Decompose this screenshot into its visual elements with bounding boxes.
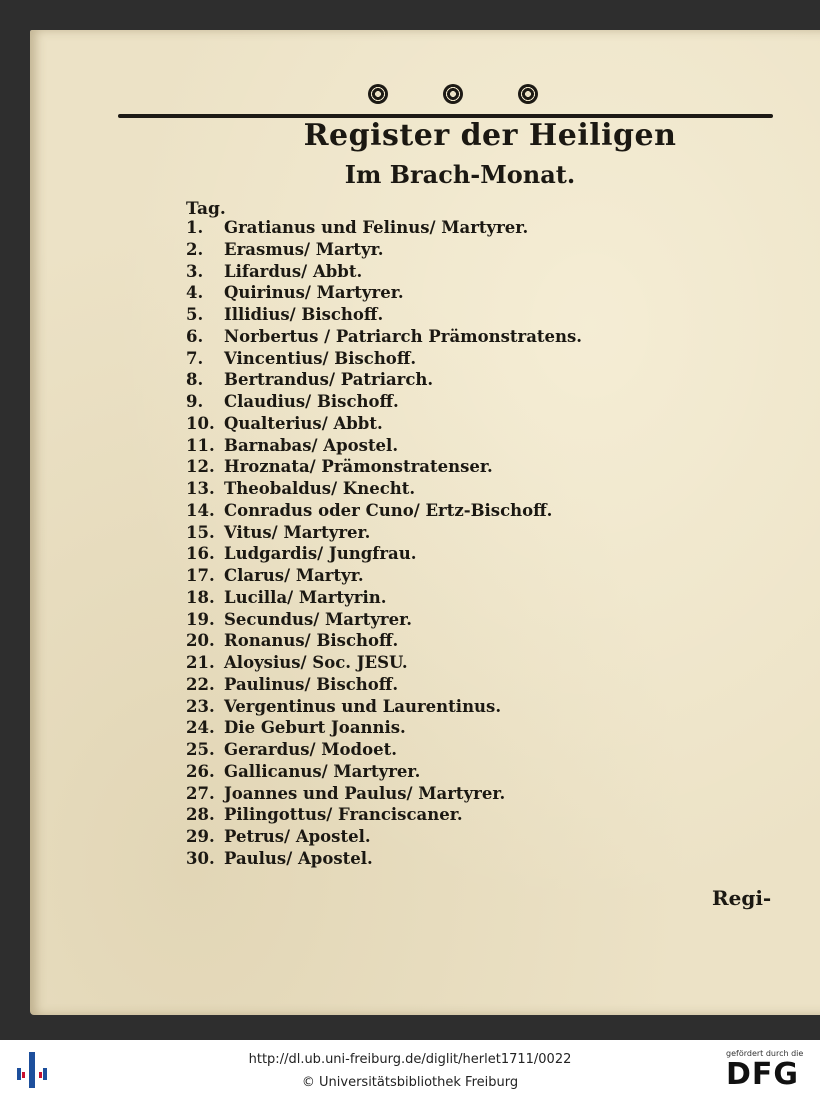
saint-entry <box>186 326 606 348</box>
saint-entry <box>186 369 606 391</box>
permalink-url[interactable]: http://dl.ub.uni-freiburg.de/diglit/herlet1711/0022 <box>248 1052 572 1067</box>
saint-day-number: 20. <box>186 631 215 651</box>
saint-entry <box>186 696 606 718</box>
saint-day-number: 28. <box>186 805 215 825</box>
saint-entry <box>186 565 606 587</box>
saint-entry <box>186 674 606 696</box>
copyright-text: © Universitätsbibliothek Freiburg <box>301 1075 519 1090</box>
saint-name: Vergentinus und Laurentinus. <box>224 696 502 716</box>
saint-day-number: 11. <box>186 435 215 455</box>
page-subtitle: Im Brach-Monat. <box>344 160 576 189</box>
saint-entry <box>186 282 606 304</box>
saint-day-number: 21. <box>186 653 215 672</box>
saint-name: Ludgardis/ Jungfrau. <box>224 544 417 564</box>
saint-entry <box>186 804 606 826</box>
saint-name: Ronanus/ Bischoff. <box>224 631 399 651</box>
saint-day-number: 1. <box>186 218 204 237</box>
saint-day-number: 5. <box>186 305 204 324</box>
rosette-ornament-icon <box>518 84 538 104</box>
saint-entry <box>186 630 606 652</box>
saint-day-number: 10. <box>186 413 215 433</box>
saint-name: Gerardus/ Modoet. <box>224 740 397 759</box>
saint-entry <box>186 435 606 457</box>
saint-entry <box>186 543 606 565</box>
saint-day-number: 24. <box>186 718 215 738</box>
saint-entry <box>186 261 606 283</box>
saint-entry <box>186 783 606 805</box>
saint-name: Paulinus/ Bischoff. <box>224 674 399 694</box>
saint-name: Vitus/ Martyrer. <box>224 522 371 542</box>
saint-name: Aloysius/ Soc. JESU. <box>224 653 408 672</box>
saint-entry <box>186 522 606 544</box>
page-title: Register der Heiligen <box>303 118 677 153</box>
saint-entry <box>186 348 606 370</box>
saint-day-number: 14. <box>186 500 215 520</box>
saint-name: Gratianus und Felinus/ Martyrer. <box>224 218 529 237</box>
saint-day-number: 12. <box>186 457 215 477</box>
saint-day-number: 6. <box>186 326 204 346</box>
saint-name: Lifardus/ Abbt. <box>224 261 363 281</box>
saint-day-number: 16. <box>186 544 215 564</box>
saint-name: Pilingottus/ Franciscaner. <box>224 805 463 825</box>
saint-entry <box>186 761 606 783</box>
dfg-logo: DFG <box>726 1057 800 1092</box>
saint-name: Norbertus / Patriarch Prämonstratens. <box>224 326 583 346</box>
saint-entry <box>186 391 606 413</box>
saint-entry <box>186 717 606 739</box>
saint-entry <box>186 217 606 239</box>
saint-name: Conradus oder Cuno/ Ertz-Bischoff. <box>224 500 553 520</box>
saint-day-number: 19. <box>186 609 215 629</box>
saint-name: Quirinus/ Martyrer. <box>224 283 404 303</box>
saint-entry <box>186 304 606 326</box>
saint-name: Qualterius/ Abbt. <box>224 413 383 433</box>
saint-day-number: 27. <box>186 783 215 803</box>
saint-day-number: 25. <box>186 740 215 759</box>
saint-name: Clarus/ Martyr. <box>224 566 364 585</box>
saint-entry <box>186 652 606 674</box>
saint-entry <box>186 478 606 500</box>
saint-day-number: 26. <box>186 761 215 781</box>
saint-name: Lucilla/ Martyrin. <box>224 587 387 607</box>
saint-day-number: 22. <box>186 674 215 694</box>
saint-name: Illidius/ Bischoff. <box>224 305 384 324</box>
saint-day-number: 7. <box>186 348 204 368</box>
saint-entry <box>186 826 606 848</box>
saint-name: Petrus/ Apostel. <box>224 827 371 846</box>
rosette-ornament-icon <box>368 84 388 104</box>
header-ornaments <box>368 80 538 108</box>
saint-name: Hroznata/ Prämonstratenser. <box>224 457 493 477</box>
saint-name: Claudius/ Bischoff. <box>224 392 399 411</box>
saint-name: Gallicanus/ Martyrer. <box>224 761 421 781</box>
saint-entry <box>186 848 606 870</box>
saint-name: Vincentius/ Bischoff. <box>224 348 417 368</box>
saint-day-number: 15. <box>186 522 215 542</box>
saint-name: Barnabas/ Apostel. <box>224 435 399 455</box>
saint-entry <box>186 739 606 761</box>
saint-name: Joannes und Paulus/ Martyrer. <box>224 783 506 803</box>
saint-day-number: 4. <box>186 283 204 303</box>
dfg-caption: gefördert durch die <box>726 1049 804 1058</box>
saint-name: Theobaldus/ Knecht. <box>224 479 416 498</box>
saint-entry <box>186 456 606 478</box>
saint-day-number: 13. <box>186 479 215 498</box>
saint-day-number: 30. <box>186 848 215 868</box>
saint-day-number: 9. <box>186 392 204 411</box>
saint-entry <box>186 500 606 522</box>
saint-day-number: 3. <box>186 261 204 281</box>
saint-day-number: 17. <box>186 566 215 585</box>
rosette-ornament-icon <box>443 84 463 104</box>
day-column-header: Tag. <box>186 199 226 219</box>
saint-day-number: 8. <box>186 370 204 390</box>
saint-entry <box>186 413 606 435</box>
saint-name: Erasmus/ Martyr. <box>224 239 384 259</box>
saint-name: Paulus/ Apostel. <box>224 848 373 868</box>
saints-list <box>186 217 606 870</box>
saint-name: Die Geburt Joannis. <box>224 718 406 738</box>
saint-name: Bertrandus/ Patriarch. <box>224 370 434 390</box>
saint-day-number: 29. <box>186 827 215 846</box>
viewer-footer <box>0 1040 820 1099</box>
saint-day-number: 23. <box>186 696 215 716</box>
saint-day-number: 18. <box>186 587 215 607</box>
saint-entry <box>186 239 606 261</box>
saint-entry <box>186 587 606 609</box>
catchword: Regi- <box>712 886 772 910</box>
saint-day-number: 2. <box>186 239 204 259</box>
saint-name: Secundus/ Martyrer. <box>224 609 413 629</box>
saint-entry <box>186 609 606 631</box>
